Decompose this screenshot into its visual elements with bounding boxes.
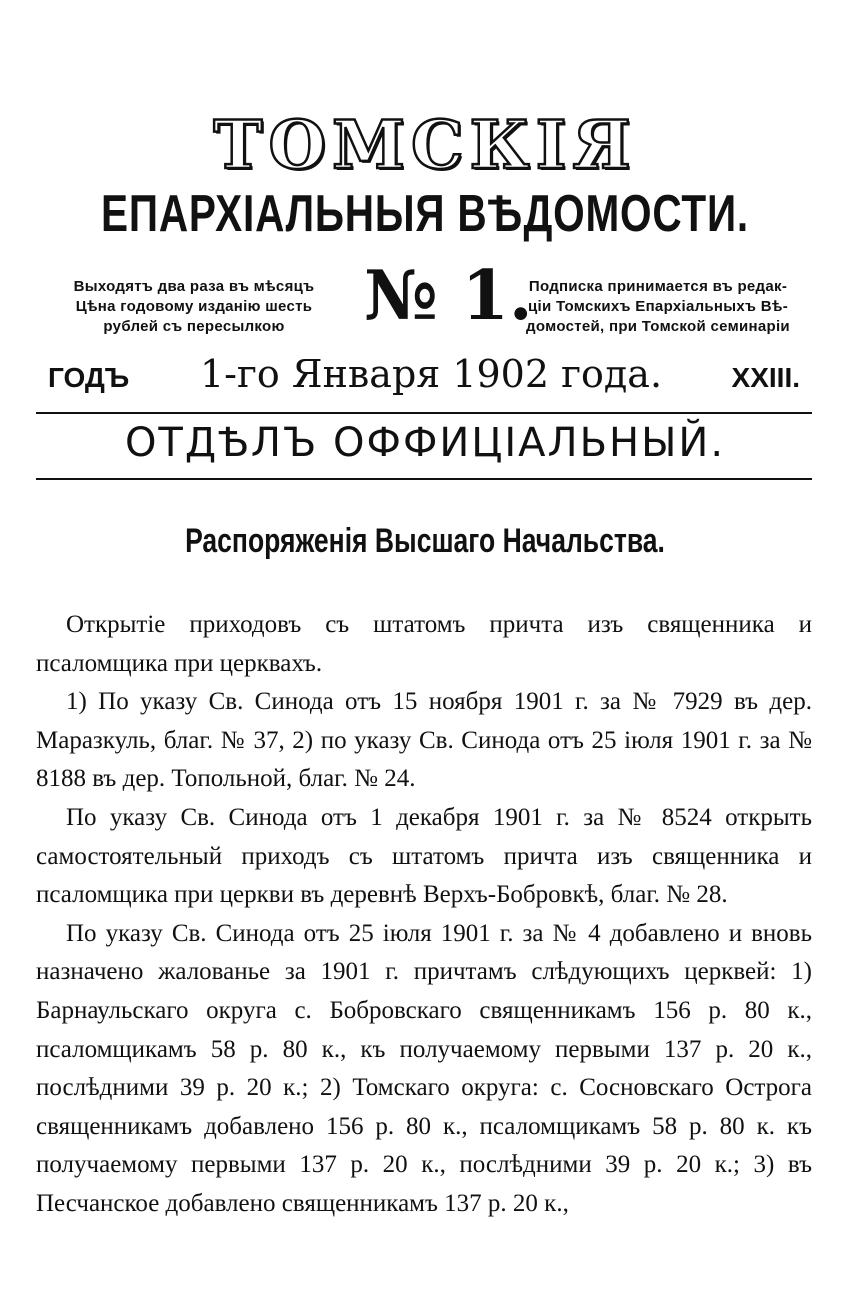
year-label: ГОДЪ [48, 362, 130, 393]
paragraph: По указу Св. Синода отъ 25 іюля 1901 г. за № 4 добавлено и вновь назначено жалованье за 1901 г. причтамъ слѣдующихъ церквей: 1) Барнаульскаго округа с. Бобровскаго священникамъ 156 р. 80 к., псаломщикамъ 58 р. 80 к., къ получаемому первыми 137 р. 20 к., послѣдними 39 р. 20 к.; 2) Томскаго округа: с. Сосновскаго Острога священникамъ добавлено 156 р. 80 к., псаломщикамъ 58 р. 80 к. къ получаемому первыми 137 р. 20 к., послѣдними 39 р. 20 к.; 3) въ Песчанское добавлено священникамъ 137 р. 20 к., [36, 919, 812, 1217]
masthead-title: ТОМСКІЯ [213, 106, 637, 184]
divider-bottom [36, 478, 812, 480]
notice-line: рублей съ пересылкою [103, 318, 285, 335]
paragraph: Открытіе приходовъ съ штатомъ причта изъ священника и псаломщика при церквахъ. [36, 611, 812, 677]
notice-line: Цѣна годовому изданію шесть [75, 298, 313, 315]
divider-top [36, 412, 812, 414]
volume-number: XXIII. [731, 362, 800, 393]
section-title: ОТДѢЛЪ ОФФИЦІАЛЬНЫЙ. [124, 420, 726, 466]
subsection-title: Распоряженія Высшаго Начальства. [185, 522, 665, 560]
dateline [40, 350, 810, 400]
paragraph: По указу Св. Синода отъ 1 декабря 1901 г. за № 8524 открыть самостоятельный приходъ съ штатомъ причта изъ священника и псаломщика при церкви въ деревнѣ Верхъ-Бобровкѣ, благ. № 28. [36, 803, 812, 909]
masthead-subtitle: ЕПАРХІАЛЬНЫЯ ВѢДОМОСТИ. [101, 185, 749, 243]
issue-number: № 1. [364, 256, 533, 336]
article-body [36, 606, 812, 1224]
publication-notice [34, 277, 354, 337]
notice-line: ціи Томскихъ Епархіальныхъ Вѣ- [527, 298, 789, 315]
notice-line: домостей, при Томской семинаріи [526, 318, 790, 335]
notice-line: Подписка принимается въ редак- [528, 278, 788, 295]
paragraph: 1) По указу Св. Синода отъ 15 ноября 1901 г. за № 7929 въ дер. Маразкуль, благ. № 37, 2) по указу Св. Синода отъ 25 іюля 1901 г. за № 8188 въ дер. Топольной, благ. № 24. [36, 688, 812, 793]
issue-date: 1-го Января 1902 года. [200, 352, 663, 396]
subscription-notice [498, 277, 818, 337]
notice-line: Выходятъ два раза въ мѣсяцъ [73, 278, 315, 295]
